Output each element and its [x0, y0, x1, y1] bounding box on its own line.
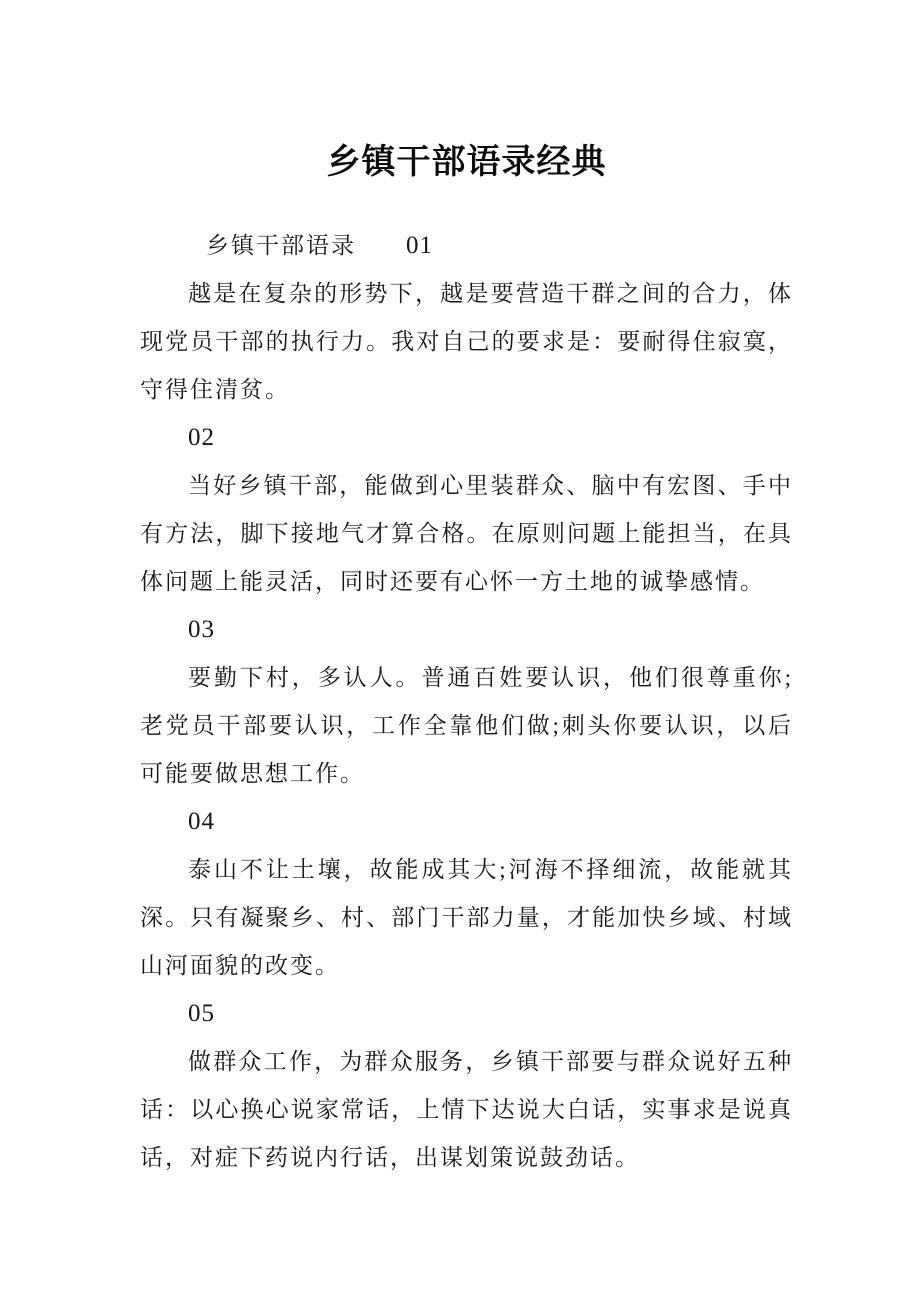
- lead-label: 乡镇干部语录: [206, 233, 356, 258]
- quote-text-05: 做群众工作，为群众服务，乡镇干部要与群众说好五种话：以心换心说家常话，上情下达说大白话，实事求是说真话，对症下药说内行话，出谋划策说鼓劲话。: [140, 1049, 793, 1170]
- quote-number-04: 04: [188, 808, 215, 835]
- quote-text-02: 当好乡镇干部，能做到心里装群众、脑中有宏图、手中有方法，脚下接地气才算合格。在原则问题上能担当，在具体问题上能灵活，同时还要有心怀一方土地的诚挚感情。: [140, 473, 793, 594]
- quote-text-04: 泰山不让土壤，故能成其大;河海不择细流，故能就其深。只有凝聚乡、村、部门干部力量，才能加快乡域、村域山河面貌的改变。: [140, 857, 793, 978]
- document-title: 乡镇干部语录经典: [326, 143, 607, 181]
- lead-line: [140, 222, 793, 270]
- quote-number-05: 05: [188, 1000, 215, 1027]
- quote-text-03: 要勤下村，多认人。普通百姓要认识，他们很尊重你;老党员干部要认识，工作全靠他们做;刺头你要认识，以后可能要做思想工作。: [140, 665, 793, 786]
- document-body: [140, 222, 793, 1182]
- quote-number-03: 03: [188, 616, 215, 643]
- quote-number-02: 02: [188, 424, 215, 451]
- quote-text-01: 越是在复杂的形势下，越是要营造干群之间的合力，体现党员干部的执行力。我对自己的要求是：要耐得住寂寞，守得住清贫。: [140, 281, 793, 402]
- quote-number-01: 01: [406, 232, 433, 259]
